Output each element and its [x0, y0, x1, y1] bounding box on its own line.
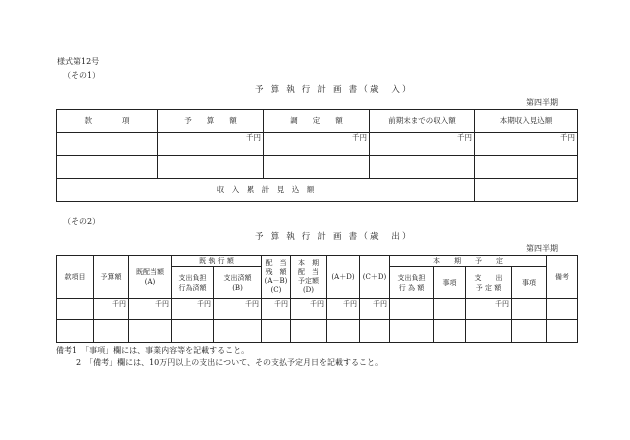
cell-expected[interactable]: [475, 156, 578, 179]
cell-unit[interactable]: 千円: [291, 299, 327, 320]
cell-item[interactable]: [57, 299, 94, 320]
cell-item[interactable]: [57, 133, 158, 156]
cell-unit[interactable]: 千円: [94, 299, 129, 320]
expenditure-table: [56, 255, 578, 343]
header-plan-group: 本 期 予 定: [390, 256, 547, 267]
cell[interactable]: [512, 320, 547, 343]
header-plan-pay: 支 出 予 定 額: [466, 267, 512, 299]
header-planned-allocation: 本 期 配 当 予定額 (D): [291, 256, 327, 299]
part1-title: 予 算 執 行 計 画 書（歳 入）: [255, 85, 413, 95]
header-item: 款項目: [57, 256, 94, 299]
cell-unit[interactable]: 千円: [214, 299, 262, 320]
note-2: 2 「備考」欄には、10万円以上の支出について、その支払予定月日を記載すること。: [76, 358, 383, 367]
part1-period: 第四半期: [526, 98, 558, 107]
header-budget: 予 算 額: [158, 110, 264, 133]
header-item: 款 項: [57, 110, 158, 133]
cell-matter[interactable]: [434, 299, 466, 320]
cell-unit[interactable]: 千円: [262, 299, 291, 320]
cell-assessed[interactable]: [264, 156, 370, 179]
header-allocated: 既配当額 (A): [129, 256, 172, 299]
total-value[interactable]: [475, 179, 578, 202]
cell-expected-unit[interactable]: 千円: [475, 133, 578, 156]
cell-prior[interactable]: [370, 156, 475, 179]
part1-label: （その1）: [63, 71, 101, 80]
cell-unit[interactable]: 千円: [466, 299, 512, 320]
header-remaining: 配 当 残 額 (A－B) (C): [262, 256, 291, 299]
header-paid: 支出済額 (B): [214, 267, 262, 299]
header-matter-2: 事項: [512, 267, 547, 299]
cell[interactable]: [172, 320, 214, 343]
cell-budget[interactable]: [158, 156, 264, 179]
cell-plan-burden[interactable]: [390, 299, 434, 320]
total-label: 収 入 累 計 見 込 額: [57, 179, 475, 202]
cell-item[interactable]: [57, 320, 94, 343]
cell[interactable]: [360, 320, 390, 343]
cell-unit[interactable]: 千円: [129, 299, 172, 320]
header-remarks: 備考: [547, 256, 578, 299]
cell-budget-unit[interactable]: 千円: [158, 133, 264, 156]
form-number: 様式第12号: [57, 57, 100, 66]
header-c-plus-d: (C＋D): [360, 256, 390, 299]
cell-unit[interactable]: 千円: [172, 299, 214, 320]
cell-assessed-unit[interactable]: 千円: [264, 133, 370, 156]
revenue-table: [56, 109, 578, 202]
header-executed-group: 既 執 行 額: [172, 256, 262, 267]
cell[interactable]: [390, 320, 434, 343]
header-budget: 予算額: [94, 256, 129, 299]
header-prior-received: 前期末までの収入額: [370, 110, 475, 133]
cell-remarks[interactable]: [547, 299, 578, 320]
cell-matter-2[interactable]: [512, 299, 547, 320]
cell[interactable]: [94, 320, 129, 343]
header-burden: 支出負担 行為済額: [172, 267, 214, 299]
cell-unit[interactable]: 千円: [327, 299, 360, 320]
part2-period: 第四半期: [526, 244, 558, 253]
header-assessed: 調 定 額: [264, 110, 370, 133]
cell[interactable]: [327, 320, 360, 343]
part2-label: （その2）: [63, 217, 101, 226]
cell[interactable]: [291, 320, 327, 343]
cell[interactable]: [214, 320, 262, 343]
cell[interactable]: [262, 320, 291, 343]
cell[interactable]: [129, 320, 172, 343]
header-plan-burden: 支出負担 行 為 額: [390, 267, 434, 299]
note-1: 備考1 「事項」欄には、事業内容等を記載すること。: [56, 346, 250, 355]
cell[interactable]: [466, 320, 512, 343]
cell-unit[interactable]: 千円: [360, 299, 390, 320]
cell[interactable]: [434, 320, 466, 343]
part2-title: 予 算 執 行 計 画 書（歳 出）: [255, 232, 413, 242]
header-matter: 事項: [434, 267, 466, 299]
cell[interactable]: [547, 320, 578, 343]
cell-item[interactable]: [57, 156, 158, 179]
header-a-plus-d: (A＋D): [327, 256, 360, 299]
header-expected-received: 本期収入見込額: [475, 110, 578, 133]
cell-prior-unit[interactable]: 千円: [370, 133, 475, 156]
